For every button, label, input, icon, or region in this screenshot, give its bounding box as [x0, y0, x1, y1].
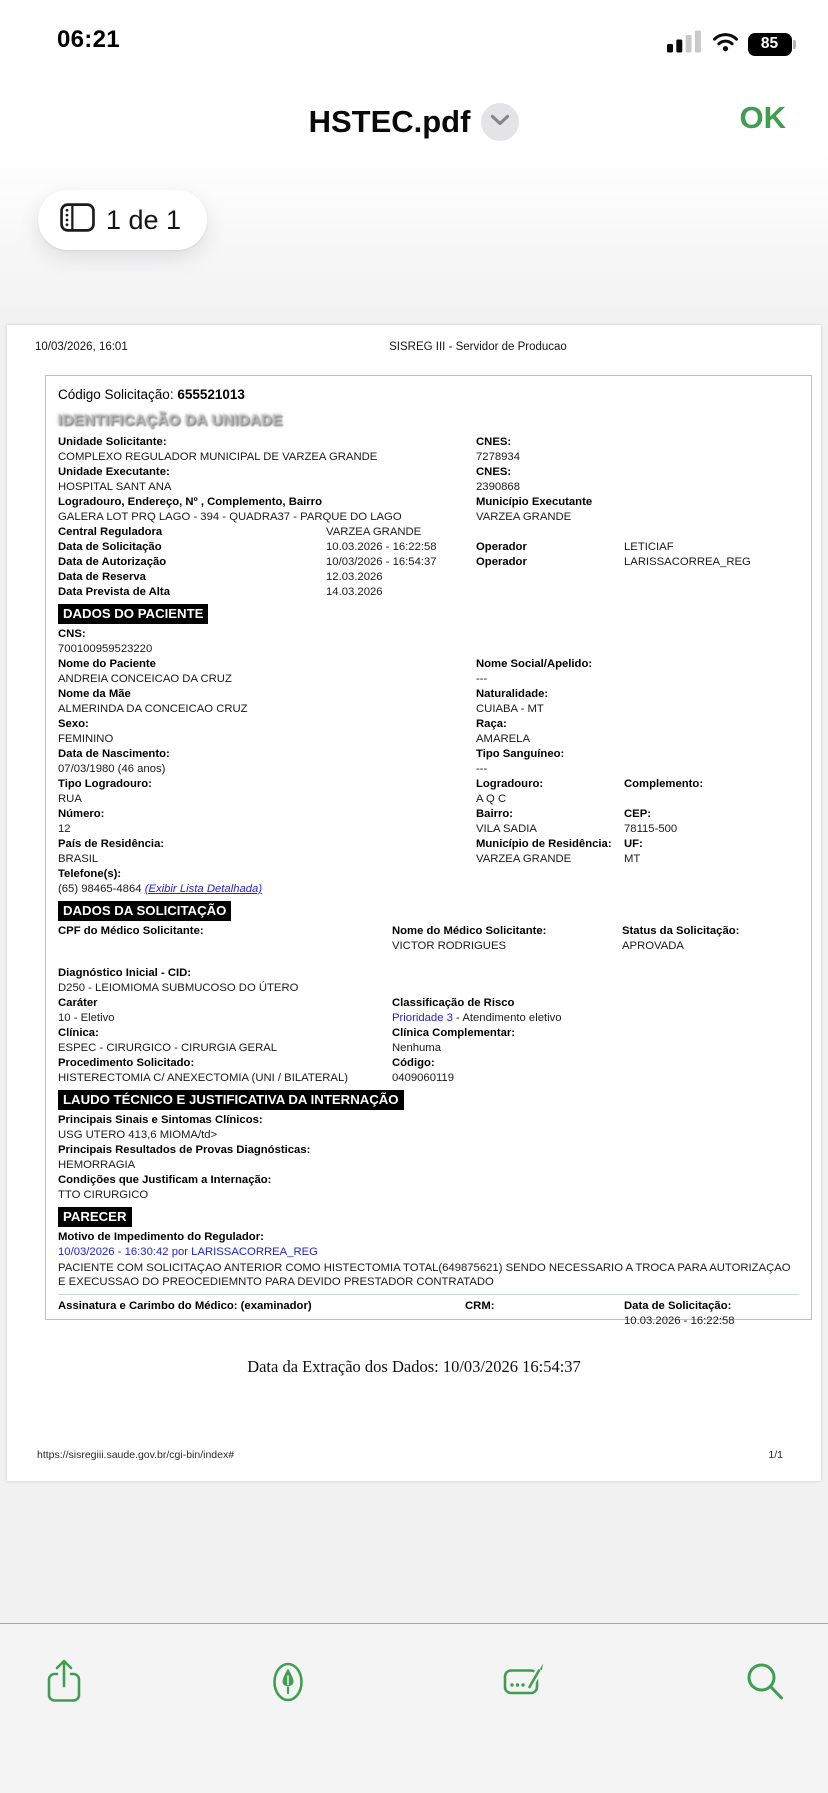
- field-value: A Q C: [476, 793, 507, 805]
- field-value: 10.03.2026 - 16:22:58: [624, 1315, 735, 1327]
- field-label: Clínica:: [58, 1027, 99, 1039]
- field-label: Data Prevista de Alta: [58, 586, 170, 598]
- form-row: [58, 924, 799, 939]
- field-label: Data de Solicitação:: [624, 1300, 732, 1312]
- form-row: [58, 555, 799, 570]
- field-value: MT: [624, 853, 641, 865]
- print-title: SISREG III - Servidor de Producao: [389, 341, 567, 353]
- field-value: HOSPITAL SANT ANA: [58, 481, 172, 493]
- field-value: TTO CIRURGICO: [58, 1189, 149, 1201]
- field-value: VARZEA GRANDE: [476, 511, 572, 523]
- field-value: 10.03.2026 - 16:22:58: [326, 541, 437, 553]
- field-value: GALERA LOT PRQ LAGO - 394 - QUADRA37 - PARQUE DO LAGO: [58, 511, 402, 523]
- form-row: [58, 1299, 799, 1314]
- regulator-note: PACIENTE COM SOLICITAÇAO ANTERIOR COMO HISTECTOMIA TOTAL(649875621) SENDO NECESSARIO A TROCA PARA AUTORIZAÇAO E EXECUSSAO DO PREOCEDIEMNTO PARA DEVIDO PRESTADOR CONTRATADO: [58, 1262, 791, 1288]
- field-label: Nome Social/Apelido:: [476, 658, 593, 670]
- form-row: [58, 939, 799, 954]
- field-value: 12.03.2026: [326, 571, 383, 583]
- field-value: VARZEA GRANDE: [326, 526, 422, 538]
- field-value: AMARELA: [476, 733, 530, 745]
- field-value: APROVADA: [622, 940, 684, 952]
- field-label: CNES:: [476, 436, 512, 448]
- field-label: Condições que Justificam a Internação:: [58, 1174, 272, 1186]
- spacer: [58, 954, 799, 966]
- field-label: Status da Solicitação:: [622, 925, 740, 937]
- form-row: [58, 807, 799, 822]
- form-row: [58, 687, 799, 702]
- form-row: [58, 1314, 799, 1329]
- field-label: Motivo de Impedimento do Regulador:: [58, 1231, 264, 1243]
- field-value: ALMERINDA DA CONCEICAO CRUZ: [58, 703, 248, 715]
- field-label: País de Residência:: [58, 838, 165, 850]
- form-row: [58, 747, 799, 762]
- form-row: [58, 702, 799, 717]
- form-row: [58, 435, 799, 450]
- share-button[interactable]: [41, 1657, 87, 1705]
- page-number: 1/1: [768, 1449, 783, 1461]
- field-label: Sexo:: [58, 718, 89, 730]
- form-row: [58, 1128, 799, 1143]
- field-label: Operador: [476, 556, 527, 568]
- ok-button[interactable]: OK: [739, 100, 786, 135]
- field-label: Caráter: [58, 997, 98, 1009]
- field-value: Nenhuma: [392, 1042, 441, 1054]
- markup-pen-icon: [265, 1692, 311, 1709]
- solicitation-form: [45, 375, 812, 1327]
- section-header-paciente: DADOS DO PACIENTE: [58, 604, 799, 624]
- form-row: [58, 762, 799, 777]
- form-row: [58, 525, 799, 540]
- field-label: Unidade Solicitante:: [58, 436, 167, 448]
- field-label: Data de Autorização: [58, 556, 167, 568]
- prioridade-link[interactable]: Prioridade 3: [392, 1012, 453, 1024]
- signature-row: [58, 1294, 799, 1329]
- form-row: [58, 852, 799, 867]
- field-label: Código:: [392, 1057, 435, 1069]
- form-row: [58, 627, 799, 642]
- field-label: Clínica Complementar:: [392, 1027, 516, 1039]
- field-label: Número:: [58, 808, 105, 820]
- field-value: 7278934: [476, 451, 520, 463]
- form-row: [58, 777, 799, 792]
- field-label: Principais Sinais e Sintomas Clínicos:: [58, 1114, 263, 1126]
- text-annotation-icon: [500, 1692, 546, 1709]
- field-value: 10/03/2026 - 16:54:37: [326, 556, 437, 568]
- field-value: 78115-500: [624, 823, 678, 835]
- form-row: [58, 657, 799, 672]
- field-label: UF:: [624, 838, 643, 850]
- codigo-value: 655521013: [177, 387, 245, 402]
- field-value: VICTOR RODRIGUES: [392, 940, 507, 952]
- form-row: [58, 1056, 799, 1071]
- field-label: Nome da Mãe: [58, 688, 131, 700]
- field-label: Tipo Logradouro:: [58, 778, 152, 790]
- field-label: Operador: [476, 541, 527, 553]
- pdf-page: [7, 325, 821, 1481]
- status-bar: [0, 22, 828, 64]
- field-label: CPF do Médico Solicitante:: [58, 925, 204, 937]
- thumbnails-sidebar-icon: [60, 203, 95, 237]
- section-header-unidade: IDENTIFICAÇÃO DA UNIDADE: [58, 412, 283, 429]
- field-label: CNES:: [476, 466, 512, 478]
- search-icon: [741, 1692, 787, 1709]
- battery-icon: [748, 33, 797, 56]
- section-header-parecer: PARECER: [58, 1207, 799, 1227]
- field-value: 07/03/1980 (46 anos): [58, 763, 166, 775]
- field-value: FEMININO: [58, 733, 114, 745]
- field-value: ---: [476, 763, 488, 775]
- field-label: Telefone(s):: [58, 868, 122, 880]
- form-row: [58, 1113, 799, 1128]
- form-row: [58, 822, 799, 837]
- search-button[interactable]: [741, 1657, 787, 1705]
- field-value: 0409060119: [392, 1072, 454, 1084]
- form-row: [58, 1011, 799, 1026]
- form-row: [58, 510, 799, 525]
- form-row: [58, 585, 799, 600]
- form-row: [58, 1245, 799, 1260]
- field-value: ESPEC - CIRURGICO - CIRURGIA GERAL: [58, 1042, 278, 1054]
- field-label: Logradouro:: [476, 778, 544, 790]
- print-footer: [37, 1449, 783, 1461]
- form-row: [58, 1026, 799, 1041]
- field-value: - Atendimento eletivo: [452, 1012, 562, 1024]
- form-row: [58, 1173, 799, 1188]
- field-value: D250 - LEIOMIOMA SUBMUCOSO DO ÚTERO: [58, 982, 299, 994]
- risk-line: [392, 1011, 562, 1026]
- form-row: [58, 570, 799, 585]
- field-label: Principais Resultados de Provas Diagnósticas:: [58, 1144, 311, 1156]
- source-url: https://sisregiii.saude.gov.br/cgi-bin/index#: [37, 1449, 235, 1461]
- form-row: [58, 981, 799, 996]
- print-datetime: 10/03/2026, 16:01: [35, 341, 128, 353]
- form-row: [58, 1188, 799, 1203]
- field-value: COMPLEXO REGULADOR MUNICIPAL DE VARZEA GRANDE: [58, 451, 378, 463]
- field-label: Tipo Sanguíneo:: [476, 748, 565, 760]
- field-label: Logradouro, Endereço, Nº , Complemento, Bairro: [58, 496, 322, 508]
- codigo-solicitacao: [58, 385, 799, 412]
- field-value: HISTERECTOMIA C/ ANEXECTOMIA (UNI / BILATERAL): [58, 1072, 349, 1084]
- section-header-solicitacao: DADOS DA SOLICITAÇÃO: [58, 901, 799, 921]
- field-value: CUIABA - MT: [476, 703, 544, 715]
- field-label: Nome do Médico Solicitante:: [392, 925, 547, 937]
- status-icons: [667, 30, 797, 58]
- field-value: 14.03.2026: [326, 586, 383, 598]
- field-label: Município Executante: [476, 496, 593, 508]
- chevron-down-icon: [490, 113, 510, 131]
- form-row: [58, 792, 799, 807]
- form-row: [58, 642, 799, 657]
- form-row: [58, 1041, 799, 1056]
- battery-percent: 85: [748, 33, 792, 56]
- field-label: Nome do Paciente: [58, 658, 156, 670]
- field-label: Município de Residência:: [476, 838, 612, 850]
- field-label: Unidade Executante:: [58, 466, 170, 478]
- field-label: Diagnóstico Inicial - CID:: [58, 967, 192, 979]
- battery-tip: [793, 40, 796, 49]
- field-label: Raça:: [476, 718, 507, 730]
- document-title: HSTEC.pdf: [308, 104, 471, 139]
- page-indicator-pill[interactable]: [38, 190, 207, 250]
- field-label: CEP:: [624, 808, 651, 820]
- form-row: [58, 672, 799, 687]
- field-label: Naturalidade:: [476, 688, 549, 700]
- field-value: 12: [58, 823, 71, 835]
- extraction-date-line: Data da Extração dos Dados: 10/03/2026 16:54:37: [247, 1357, 581, 1376]
- field-value: VILA SADIA: [476, 823, 537, 835]
- markup-button[interactable]: [265, 1657, 311, 1705]
- field-label: Central Reguladora: [58, 526, 163, 538]
- field-value: ANDREIA CONCEICAO DA CRUZ: [58, 673, 232, 685]
- form-row: [58, 480, 799, 495]
- field-value: 2390868: [476, 481, 520, 493]
- field-value: RUA: [58, 793, 82, 805]
- field-label: CNS:: [58, 628, 86, 640]
- title-menu-button[interactable]: [481, 103, 519, 141]
- field-label: Classificação de Risco: [392, 997, 515, 1009]
- form-row: [58, 996, 799, 1011]
- wifi-icon: [712, 32, 739, 57]
- form-row: [58, 465, 799, 480]
- field-value: ---: [476, 673, 488, 685]
- form-row: [58, 867, 799, 882]
- regulator-entry-link[interactable]: 10/03/2026 - 16:30:42 por LARISSACORREA_REG: [58, 1246, 318, 1258]
- form-row: [58, 717, 799, 732]
- form-row: [58, 495, 799, 510]
- field-value: LETICIAF: [624, 541, 674, 553]
- form-row: [58, 837, 799, 852]
- form-row: [58, 966, 799, 981]
- print-header: [35, 341, 793, 353]
- section-header-laudo: LAUDO TÉCNICO E JUSTIFICATIVA DA INTERNAÇÃO: [58, 1090, 799, 1110]
- field-label: Data de Solicitação: [58, 541, 162, 553]
- field-label: CRM:: [465, 1300, 495, 1312]
- field-value: 700100959523220: [58, 643, 153, 655]
- field-value: 10 - Eletivo: [58, 1012, 115, 1024]
- phone-line: [58, 882, 262, 897]
- field-label: Data de Reserva: [58, 571, 146, 583]
- field-value: BRASIL: [58, 853, 99, 865]
- field-label: Assinatura e Carimbo do Médico: (examinador): [58, 1300, 312, 1312]
- cellular-signal-icon: [667, 30, 703, 58]
- codigo-label: Código Solicitação:: [58, 387, 174, 402]
- form-row: [58, 1158, 799, 1173]
- bottom-toolbar: [0, 1623, 828, 1793]
- field-label: Complemento:: [624, 778, 704, 790]
- field-label: Bairro:: [476, 808, 514, 820]
- field-value: VARZEA GRANDE: [476, 853, 572, 865]
- form-row: [58, 882, 799, 897]
- field-label: Procedimento Solicitado:: [58, 1057, 195, 1069]
- clock: 06:21: [57, 26, 120, 53]
- nav-bar: [0, 94, 828, 150]
- field-value: LARISSACORREA_REG: [624, 556, 751, 568]
- page-count-label: 1 de 1: [106, 204, 182, 235]
- exibir-lista-link[interactable]: (Exibir Lista Detalhada): [144, 883, 263, 895]
- text-annotation-button[interactable]: [500, 1657, 546, 1705]
- form-row: [58, 1071, 799, 1086]
- form-row: [58, 1143, 799, 1158]
- form-row: [58, 450, 799, 465]
- form-row: [58, 540, 799, 555]
- field-value: (65) 98465-4864: [58, 883, 145, 895]
- form-row: [58, 732, 799, 747]
- field-value: HEMORRAGIA: [58, 1159, 136, 1171]
- share-icon: [41, 1692, 87, 1709]
- field-label: Data de Nascimento:: [58, 748, 170, 760]
- field-value: USG UTERO 413,6 MIOMA/td>: [58, 1129, 218, 1141]
- form-row: [58, 1230, 799, 1245]
